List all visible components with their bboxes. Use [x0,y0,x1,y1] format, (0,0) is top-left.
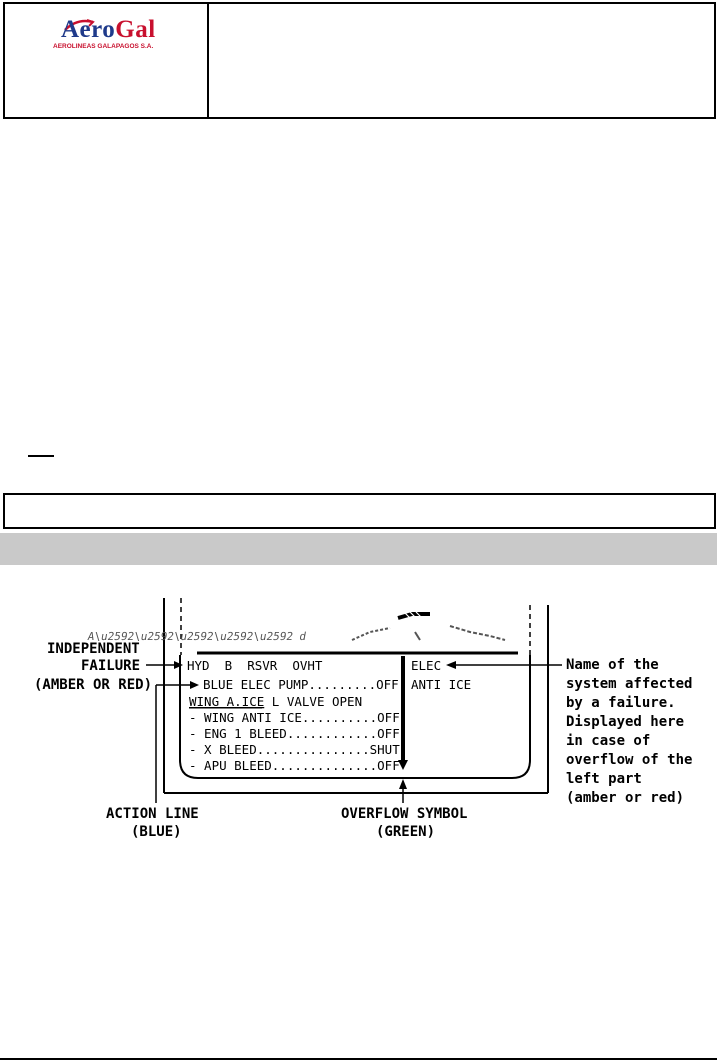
svg-text:A\u2592\u2592\u2592\u2592\u259: A\u2592\u2592\u2592\u2592\u2592 d [86,630,308,643]
ecam-line: - WING ANTI ICE..........OFF [189,710,400,725]
failure-title: HYD B RSVR OVHT [187,658,323,673]
header-divider [207,4,209,117]
callout-overflow-1: OVERFLOW SYMBOL [341,806,468,822]
ecam-line: - APU BLEED..............OFF [189,758,400,773]
callout-action-2: (BLUE) [131,824,182,840]
aerogal-logo [53,14,173,54]
callout-system-4: Displayed here [566,714,685,730]
svg-text:WING A.ICE L VALVE OPEN [189,694,362,709]
callout-independent-3: (AMBER OR RED) [34,677,153,693]
callout-system-1: Name of the [566,657,659,673]
empty-section-box [3,493,716,529]
section-band [0,533,717,565]
footer-rule [0,1058,717,1060]
callout-action-1: ACTION LINE [106,806,199,822]
action-line-text: BLUE ELEC PUMP.........OFF [203,677,399,692]
callout-system-6: overflow of the [566,752,693,768]
callout-system-5: in case of [566,733,651,749]
callout-system-8: (amber or red) [566,790,685,806]
overflow-callout-arrow-icon [399,779,407,789]
callout-independent-1: INDEPENDENT [47,641,140,657]
independent-arrow-icon [174,661,183,669]
note-label-underline [28,455,54,457]
callout-independent-2: FAILURE [81,658,141,674]
callout-system-3: by a failure. [566,695,676,711]
header-box [3,2,716,119]
callout-system-2: system affected [566,676,693,692]
action-arrow-icon [190,681,199,689]
system-arrow-icon [446,661,456,669]
callout-system-7: left part [566,771,642,787]
secondary-failure-title: WING A.ICE [189,694,265,709]
system-name-line2: ANTI ICE [411,677,472,692]
secondary-failure-rest: L VALVE OPEN [264,694,363,709]
callout-overflow-2: (GREEN) [376,824,436,840]
upper-display-fragments [87,612,505,643]
logo-name: AeroGal [61,16,156,43]
system-name-line1: ELEC [411,658,442,673]
logo-tagline: AEROLINEAS GALAPAGOS S.A. [53,43,154,50]
ecam-diagram [0,580,717,850]
ecam-line: - X BLEED...............SHUT [189,742,400,757]
ecam-line: - ENG 1 BLEED............OFF [189,726,400,741]
